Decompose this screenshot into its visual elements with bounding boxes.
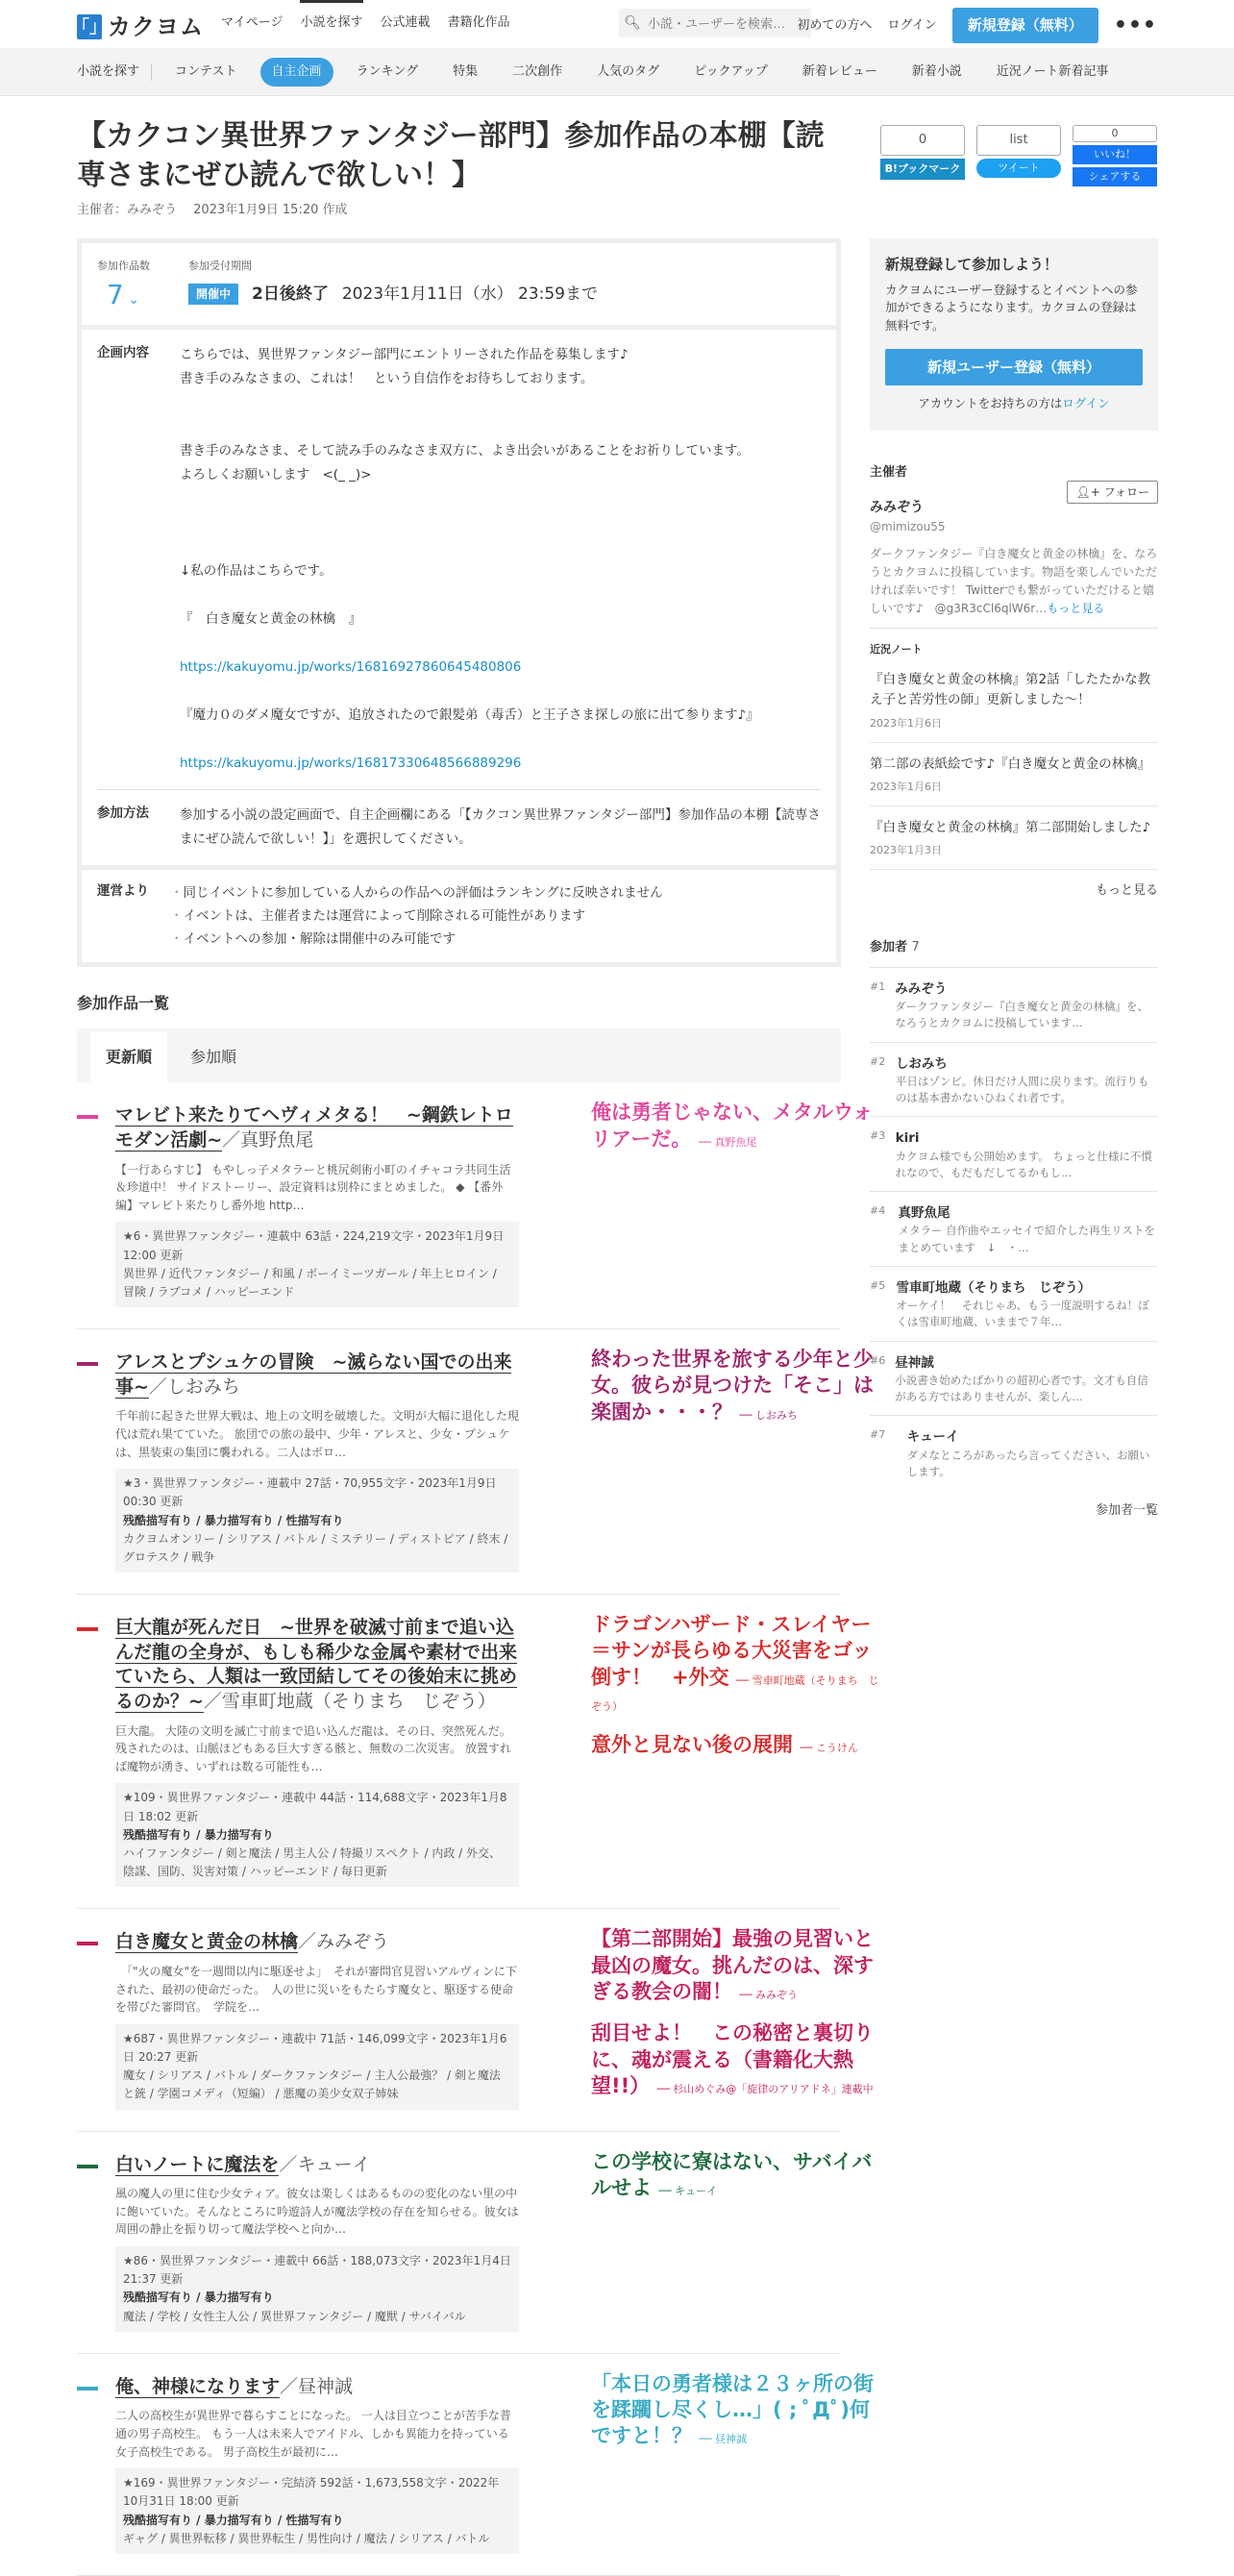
description-line: こちらでは、異世界ファンタジー部門にエントリーされた作品を募集します♪ [180,347,629,363]
work-title-line [115,1930,519,1955]
sidebar [870,238,1158,1521]
hatena-bookmark-button[interactable]: B!ブックマーク [880,159,965,180]
work-color-bar [77,2165,98,2168]
news-title: 第二部の表紙絵です♪『白き魔女と黄金の林檎』 [870,755,1151,772]
share-buttons [880,125,1157,186]
new-user-register-button[interactable]: 新規ユーザー登録（無料） [885,349,1143,386]
member-item[interactable] [870,1341,1158,1416]
logo[interactable] [72,10,204,44]
member-item[interactable] [870,967,1158,1042]
sidebar-login-link[interactable]: ログイン [1062,396,1110,411]
chevron-down-icon: ⌄ [123,291,140,308]
description-line: 『魔力０のダメ魔女ですが、追放されたので銀髪弟（毒舌）と王子さま探しの旅に出て参ります♪』 [180,707,759,724]
news-section [870,642,1158,900]
member-item[interactable] [870,1116,1158,1191]
register-box-title: 新規登録して参加しよう！ [885,256,1059,273]
description-blank-line [180,511,759,535]
subnav-divider [151,63,152,81]
works-tabs [77,1028,841,1082]
member-item[interactable] [870,1415,1158,1490]
work-color-bar [77,2387,98,2390]
nav-find-novels[interactable]: 小説を探す [300,13,362,33]
member-name[interactable]: 真野魚尾 [898,1205,950,1222]
like-count: 0 [1073,125,1157,142]
review-author: ── こうけん [800,1742,859,1755]
description-section [82,330,836,789]
subnav-new-notes[interactable]: 近況ノート新着記事 [996,64,1109,80]
work-warnings: 残酷描写有り / 暴力描写有り [123,1827,274,1842]
method-label: 参加方法 [97,805,149,822]
work-title-link[interactable]: 俺、神様になります [115,2375,281,2397]
catchcopy-author: ── キューイ [658,2184,718,2197]
work-main [115,1616,519,1887]
work-color-bar [77,1115,98,1119]
work-title-link[interactable]: マレビト来たりてヘヴィメタる！ ~鋼鉄レトロモダン活劇~ [115,1104,513,1151]
description-blank-line [180,632,759,656]
news-title: 『白き魔女と黄金の林檎』第2話「したたかな教え子と苦労性の師」更新しました～！ [870,671,1151,708]
admin-note-item: ・ イベントは、主催者または運営によって削除される可能性があります [170,904,663,928]
facebook-share-button[interactable]: シェアする [1073,167,1157,186]
follow-label: フォロー [1103,485,1149,499]
main-column [77,238,879,2576]
page-title: 【カクコン異世界ファンタジー部門】参加作品の本棚【読専さまにぜひ読んで欲しい！】 [77,119,825,192]
subnav-features[interactable]: 特集 [453,64,479,80]
catchcopy-text: ドラゴンハザード・スレイヤー＝サンが長らゆる大災害をゴッ倒す！ +外交 [591,1613,873,1689]
work-catchcopy [591,2371,879,2450]
review-author: ── 杉山めぐみ@「旋律のアリアドネ」連載中 [656,2082,874,2095]
member-bio: 平日はゾンビ。休日だけ人間に戻ります。流行りものは基本書かないひねくれ者です。 [895,1074,1149,1105]
work-card [77,1595,879,1909]
nav-official[interactable]: 公式連載 [380,15,431,30]
member-name[interactable]: kiri [895,1130,920,1147]
work-title-line [115,1616,519,1715]
bookmark-count: 0 [880,125,965,156]
news-date: 2023年1月3日 [870,844,942,857]
member-name[interactable]: 雪車町地蔵（そりまち じぞう） [896,1279,1092,1296]
subnav-find[interactable]: 小説を探す [77,64,140,80]
work-tags[interactable]: ハイファンタジー / 剣と魔法 / 男主人公 / 特撮リスペクト / 内政 / 外交、陰謀、国防、災害対策 / ハッピーエンド / 毎日更新 [123,1846,502,1879]
period-block [188,259,598,310]
member-name[interactable]: 昼神誠 [895,1354,934,1371]
member-bio: 小説書き始めたばかりの超初心者です。文才も自信がある方ではありませんが、楽しん… [895,1373,1148,1404]
description-blank-line [180,535,759,559]
remaining-days: 2日後終了 [252,284,329,304]
work-catchcopy [591,2149,879,2202]
news-heading: 近況ノート [870,643,923,656]
header-actions [797,8,1157,43]
work-title-line [115,2375,519,2400]
work-description: 風の魔人の里に住む少女ティア。彼女は楽しくはあるものの変化のない里の中に飽いていた。そんなところに吟遊詩人が魔法学校の存在を知らせる。彼女は周囲の静止を振り切って魔法学校へと向か… [115,2187,519,2237]
members-more-link[interactable]: 参加者一覧 [1095,1503,1158,1519]
work-card [77,2354,874,2576]
works-count: 7 [107,278,124,310]
subnav-contest[interactable]: コンテスト [175,64,237,80]
description-label: 企画内容 [97,345,149,361]
organizer-heading: 主催者 [870,465,908,480]
member-bio: ダークファンタジー『白き魔女と黄金の林檎』を、なろうとカクヨムに投稿しています… [895,1000,1149,1030]
work-card [77,1909,874,2131]
work-card [77,2132,873,2354]
description-line: ↓私の作品はこちらです。 [180,563,333,580]
work-link[interactable]: https://kakuyomu.jp/works/16817330648566889296 [180,755,522,772]
work-stats: ★6・異世界ファンタジー・連載中 63話・224,219文字・2023年1月9日 12:00 更新 [123,1229,505,1262]
list-button[interactable]: list [976,125,1061,156]
members-count: 7 [911,940,920,955]
work-catchcopy [591,1612,879,1758]
organizer-bio [870,545,1158,619]
member-rank: #3 [870,1129,886,1143]
work-color-bar [77,1627,98,1631]
member-bio: カクヨム様でも公開始めます。 ちょっと仕様に不慣れなので、もだもだしてるかもし… [895,1149,1152,1179]
work-title-line [115,2153,519,2178]
bio-more-link[interactable]: もっと見る [1047,602,1105,616]
description-blank-line [180,680,759,704]
work-main [115,1350,519,1573]
catchcopy-author: ── 昼神誠 [699,2433,748,2446]
work-stats: ★109・異世界ファンタジー・連載中 44話・114,688文字・2023年1月8日 18:02 更新 [123,1791,507,1823]
members-list [870,967,1158,1490]
work-warnings: 残酷描写有り / 暴力描写有り / 性描写有り [123,2513,344,2527]
member-rank: #2 [870,1054,886,1068]
subnav-user-events[interactable]: 自主企画 [260,58,333,87]
organizer-section [870,463,1158,629]
review-catchcopy [591,1732,879,1758]
catchcopy-author: ── みみぞう [739,1988,799,2001]
subnav-pickup[interactable]: ピックアップ [694,64,768,80]
work-description: 巨大龍。 大陸の文明を滅亡寸前まで追い込んだ龍は、その日、突然死んだ。 残されたのは、山脈ほどもある巨大すぎる骸と、無数の二次災害。 放置すれば魔物が湧き、いずれは数る可能性も… [115,1723,511,1773]
more-menu-icon[interactable]: ••• [1113,12,1157,37]
admin-note-item: ・ イベントへの参加・解除は開催中のみ可能です [170,928,663,951]
news-item[interactable] [870,658,1158,743]
work-stats: ★86・異世界ファンタジー・連載中 66話・188,073文字・2023年1月4日 21:37 更新 [123,2253,511,2287]
work-info [115,2024,519,2110]
works-count-label: 参加作品数 [97,260,150,272]
description-body [180,343,759,776]
register-button[interactable]: 新規登録（無料） [952,8,1098,43]
work-warnings: 残酷描写有り / 暴力描写有り / 性描写有り [123,1513,344,1527]
admin-note [77,870,841,967]
organizer-id: @mimizou55 [870,519,946,533]
subnav-new-reviews[interactable]: 新着レビュー [802,64,877,80]
status-badge: 開催中 [188,284,238,305]
work-catchcopy [591,1347,879,1425]
work-description: 「"火の魔女"を一週間以内に駆逐せよ」 それが審問官見習いアルヴィンに下された、最初の使命だった。 人の世に災いをもたらす魔女と、駆逐する使命を帯びた審問官。 学院を… [115,1965,517,2015]
work-description: 二人の高校生が異世界で暮らすことになった。 一人は目立つことが苦手な普通の男子高校生。 もう一人は未来人でアイドル、しかも異能力を持っている女子高校生である。 男子高校生が最初に… [115,2409,511,2459]
description-blank-line [180,728,759,752]
news-date: 2023年1月6日 [870,716,942,730]
work-catchcopy [591,1100,879,1152]
catchcopy-text: 「本日の勇者様は２３ヶ所の街を蹂躙し尽くし…」( ; ﾟДﾟ)何ですと！？ [591,2371,874,2448]
register-box [870,238,1158,431]
member-item[interactable] [870,1266,1158,1341]
like-button[interactable]: いいね！ [1073,145,1157,164]
description-blank-line [180,487,759,511]
work-info [115,1783,519,1887]
nav-published[interactable]: 書籍化作品 [447,15,510,30]
work-color-bar [77,1942,98,1945]
catchcopy-text: 【第二部開始】最強の見習いと最凶の魔女。挑んだのは、深すぎる教会の闇！ [591,1927,874,2003]
twitter-share[interactable] [976,125,1061,186]
work-info [115,1222,519,1307]
works-list [77,1082,879,2576]
work-author-link[interactable]: ／しおみち [148,1375,240,1398]
member-name[interactable]: みみぞう [895,980,948,997]
work-color-bar [77,1362,98,1366]
login-prompt-text: アカウントをお持ちの方は [918,396,1063,411]
sub-nav [0,49,1234,96]
description-line: よろしくお願いします <(_ _)> [180,467,372,483]
works-count-block[interactable] [97,259,150,310]
admin-note-label: 運営より [97,883,149,900]
member-bio: オーケイ！ それじゃあ、もう一度説明するね！ぼくは雪車町地蔵、いままで７年… [896,1299,1149,1329]
search-box[interactable] [619,9,811,37]
work-tags[interactable]: ギャグ / 異世界転移 / 異世界転生 / 男性向け / 魔法 / シリアス / バトル [123,2531,490,2545]
members-section [870,938,1158,1520]
member-item[interactable] [870,1042,1158,1117]
works-list-heading: 参加作品一覧 [77,994,170,1013]
work-tags[interactable]: 魔女 / シリアス / バトル / ダークファンタジー / 主人公最強？ / 剣と魔法と銃 / 学園コメディ（短編） / 悪魔の美少女双子姉妹 [123,2068,501,2101]
event-title-bar [77,117,1157,220]
admin-note-list [170,881,663,951]
work-title-link[interactable]: アレスとプシュケの冒険 ~滅らない国での出来事~ [115,1351,512,1398]
add-user-icon: 👤︎+ [1075,485,1100,499]
bio-text: ダークファンタジー『白き魔女と黄金の林檎』を、なろうとカクヨムに投稿しています。物語を楽しんでいただければ幸いです！ Twitterでも繋がっていただけると嬉しいです♪ @g3R3cCl6qlW6r… [870,546,1158,616]
work-title-link[interactable]: 白き魔女と黄金の林檎 [115,1931,299,1953]
work-info [115,2246,519,2332]
work-title-line [115,1350,519,1399]
work-main [115,2375,519,2554]
tweet-button[interactable]: ツイート [976,159,1061,178]
work-author-link[interactable]: ／みみぞう [298,1931,390,1953]
news-item[interactable] [870,806,1158,870]
tab-updated[interactable]: 更新順 [90,1032,167,1082]
organizer-name[interactable]: みみぞう [870,499,924,515]
review-text: 刮目せよ！ この秘密と裏切りに、魂が震える（書籍化大熱望!!） [591,2021,874,2097]
subnav-popular-tags[interactable]: 人気のタグ [597,64,660,80]
description-line: 『 白き魔女と黄金の林檎 』 [180,611,361,628]
work-card [77,1329,874,1595]
work-main [115,1103,519,1307]
register-box-text: カクヨムにユーザー登録するとイベントへの参加ができるようになります。カクヨムの登録は無料です。 [885,282,1138,333]
review-catchcopy [591,2020,879,2099]
global-header [0,0,1234,49]
catchcopy-text: 俺は勇者じゃない、メタルウォリアーだ。 [591,1101,874,1151]
method-text: 参加する小説の設定画面で、自主企画欄にある「【カクコン異世界ファンタジー部門】参加作品の本棚【読専さまにぜひ読んで欲しい！】」を選択してください。 [180,807,821,848]
work-description: 【一行あらすじ】 もやしっ子メタラーと桃尻剣術小町のイチャコラ共同生活＆珍道中！ サイドストーリー、設定資料は別枠にまとめました。 ◆ 【番外編】マレビト来たりし番外地 http… [115,1162,511,1212]
nav-mypage[interactable]: マイページ [221,15,284,30]
subnav-new-novels[interactable]: 新着小説 [911,64,962,80]
member-name[interactable]: しおみち [895,1055,948,1072]
logo-text: カクヨム [108,13,204,40]
catchcopy-author: ── 雪車町地蔵（そりまち じぞう） [591,1673,879,1713]
member-bio: メタラー 自作曲やエッセイで紹介した再生リストをまとめています ↓ ・… [898,1224,1155,1254]
login-prompt [885,395,1143,413]
member-name[interactable]: キューイ [906,1429,959,1446]
admin-note-item: ・ 同じイベントに参加している人からの作品への評価はランキングに反映されません [170,881,663,904]
description-blank-line [180,415,759,439]
work-tags[interactable]: 異世界 / 近代ファンタジー / 和風 / ボーイミーツガール / 年上ヒロイン / 冒険 / ラブコメ / ハッピーエンド [123,1266,497,1299]
work-title-link[interactable]: 巨大龍が死んだ日 ~世界を破滅寸前まで追い込んだ龍の全身が、もしも稀少な金属や素材で出来ていたら、人類は一致団結してその後始末に挑めるのか？~ [115,1617,518,1713]
work-author-link[interactable]: ／雪車町地蔵（そりまち じぞう） [203,1691,496,1713]
work-info [115,2468,519,2554]
search-icon: 🔍︎ [624,14,641,31]
catchcopy-text: 終わった世界を旅する少年と少女。彼らが見つけた「そこ」は楽園か・・・？ [591,1348,874,1424]
logo-mark: 「」 [77,14,102,39]
description-line: 書き手のみなさまの、これは！ という自信作をお待ちしております。 [180,371,594,387]
tab-joined[interactable]: 参加順 [190,1048,237,1067]
news-item[interactable] [870,743,1158,806]
catchcopy-author: ── しおみち [739,1408,799,1422]
top-nav [221,13,510,33]
work-tags[interactable]: 魔法 / 学校 / 女性主人公 / 異世界ファンタジー / 魔獣 / サバイバル [123,2309,466,2323]
work-warnings: 残酷描写有り / 暴力描写有り [123,2291,274,2305]
member-bio: ダメなところがあったら言ってください、お願いします。 [906,1448,1150,1478]
work-main [115,2153,519,2332]
member-rank: #7 [870,1428,886,1442]
work-stats: ★687・異世界ファンタジー・連載中 71話・146,099文字・2023年1月6日 20:27 更新 [123,2031,507,2064]
subnav-fanfic[interactable]: 二次創作 [512,64,563,80]
member-rank: #5 [870,1278,886,1292]
catchcopy-text: この学校に寮はない、サバイバルせよ [591,2149,873,2199]
method-section [82,790,836,865]
period-label: 参加受付期間 [188,260,252,272]
work-link[interactable]: https://kakuyomu.jp/works/16816927860645480806 [180,659,522,676]
follow-button[interactable] [1067,481,1158,504]
member-rank: #1 [870,979,886,993]
news-date: 2023年1月6日 [870,780,942,794]
search-input[interactable] [646,15,803,32]
login-link[interactable]: ログイン [887,17,937,33]
event-stats [82,243,836,330]
created-date: 2023年1月9日 15:20 作成 [193,203,348,217]
deadline: 2023年1月11日（水） 23:59まで [341,284,598,304]
facebook-share[interactable] [1073,125,1157,186]
work-author-link[interactable]: ／キューイ [279,2153,371,2175]
work-title-link[interactable]: 白いノートに魔法を [115,2153,280,2175]
hatena-share[interactable] [880,125,965,186]
work-title-line [115,1103,519,1152]
work-stats: ★3・異世界ファンタジー・連載中 27話・70,955文字・2023年1月9日 00:30 更新 [123,1476,497,1509]
description-blank-line [180,391,759,415]
catchcopy-author: ── 真野魚尾 [698,1135,757,1149]
news-title: 『白き魔女と黄金の林檎』第二部開始しました♪ [870,819,1151,835]
first-time-link[interactable]: 初めての方へ [797,17,873,33]
work-info [115,1469,519,1573]
description-blank-line [180,583,759,607]
member-rank: #6 [870,1353,886,1367]
work-card [77,1082,874,1329]
event-panel [77,238,841,870]
work-author-link[interactable]: ／真野魚尾 [222,1128,314,1151]
work-tags[interactable]: カクヨムオンリー / シリアス / バトル / ミステリー / ディストピア / 終末 / グロテスク / 戦争 [123,1531,508,1564]
work-main [115,1930,519,2109]
work-stats: ★169・異世界ファンタジー・完結済 592話・1,673,558文字・2022年10月31日 18:00 更新 [123,2476,500,2509]
member-item[interactable] [870,1191,1158,1266]
member-rank: #4 [870,1204,886,1218]
organizer-label: 主催者：みみぞう [77,203,178,217]
members-heading [870,938,1158,957]
news-more-link[interactable]: もっと見る [1095,882,1158,898]
event-meta [77,201,1157,220]
subnav-ranking[interactable]: ランキング [356,64,419,80]
review-text: 意外と見ない後の展開 [591,1733,793,1757]
work-description: 千年前に起きた世界大戦は、地上の文明を破壊した。文明が大幅に退化した現代は荒れ果てていた。 旅団での旅の最中、少年・アレスと、少女・プシュケは、黒装束の集団に襲われる。二人はボロ… [115,1409,520,1459]
work-author-link[interactable]: ／昼神誠 [280,2375,354,2397]
work-catchcopy [591,1926,879,2099]
members-heading-label: 参加者 [870,940,908,955]
description-line: 書き手のみなさま、そして読み手のみなさま双方に、よき出会いがあることをお祈りしています。 [180,443,750,459]
